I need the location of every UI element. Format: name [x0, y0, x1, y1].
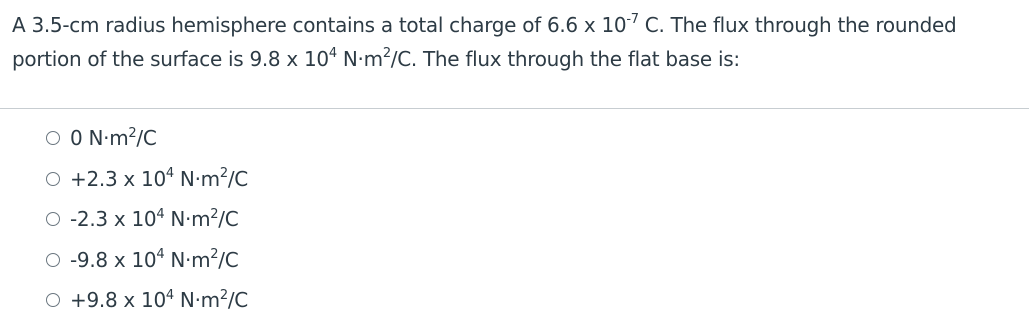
- option-exponent: 4: [156, 247, 165, 263]
- option-exponent: 4: [165, 287, 174, 303]
- question-exponent-1: -7: [626, 12, 639, 28]
- option-text: /C: [227, 166, 248, 191]
- option-text: +9.8 x 10: [70, 288, 166, 313]
- option-text: N·m: [164, 247, 211, 272]
- answer-option-label: [70, 126, 156, 150]
- option-text: +2.3 x 10: [70, 166, 166, 191]
- answer-option-label: [70, 167, 248, 191]
- option-exponent: 2: [210, 206, 219, 222]
- answer-option-3[interactable]: [46, 199, 248, 240]
- divider: [0, 108, 1029, 109]
- answer-option-1[interactable]: [46, 118, 248, 159]
- question-exponent-3: 2: [382, 46, 391, 62]
- question-part-4: /C. The flux through the flat base is:: [390, 47, 740, 71]
- option-exponent: 2: [128, 125, 137, 141]
- option-text: -9.8 x 10: [70, 247, 157, 272]
- radio-button[interactable]: [46, 172, 60, 186]
- option-text: /C: [227, 288, 248, 313]
- radio-button[interactable]: [46, 212, 60, 226]
- question-text: [12, 8, 1024, 76]
- radio-button[interactable]: [46, 253, 60, 267]
- question-exponent-2: 4: [328, 46, 337, 62]
- answer-option-5[interactable]: [46, 280, 248, 321]
- option-exponent: 2: [210, 247, 219, 263]
- option-text: /C: [218, 247, 239, 272]
- question-part-3: N·m: [336, 47, 383, 71]
- radio-button[interactable]: [46, 131, 60, 145]
- option-exponent: 4: [165, 166, 174, 182]
- answer-option-label: [70, 248, 238, 272]
- option-exponent: 2: [219, 287, 228, 303]
- option-text: 0 N·m: [70, 126, 129, 151]
- answer-option-label: [70, 288, 248, 312]
- option-text: N·m: [173, 166, 220, 191]
- option-exponent: 2: [219, 166, 228, 182]
- option-text: N·m: [173, 288, 220, 313]
- option-text: -2.3 x 10: [70, 207, 157, 232]
- question-part-1: A 3.5-cm radius hemisphere contains a total charge of 6.6 x 10: [12, 13, 627, 37]
- answer-option-4[interactable]: [46, 240, 248, 281]
- answer-option-label: [70, 207, 238, 231]
- answer-options: [46, 118, 248, 321]
- radio-button[interactable]: [46, 293, 60, 307]
- answer-option-2[interactable]: [46, 159, 248, 200]
- option-exponent: 4: [156, 206, 165, 222]
- option-text: N·m: [164, 207, 211, 232]
- option-text: /C: [136, 126, 157, 151]
- question-part-2: C. The flux through the rounded portion of the surface is 9.8 x 10: [12, 13, 957, 71]
- option-text: /C: [218, 207, 239, 232]
